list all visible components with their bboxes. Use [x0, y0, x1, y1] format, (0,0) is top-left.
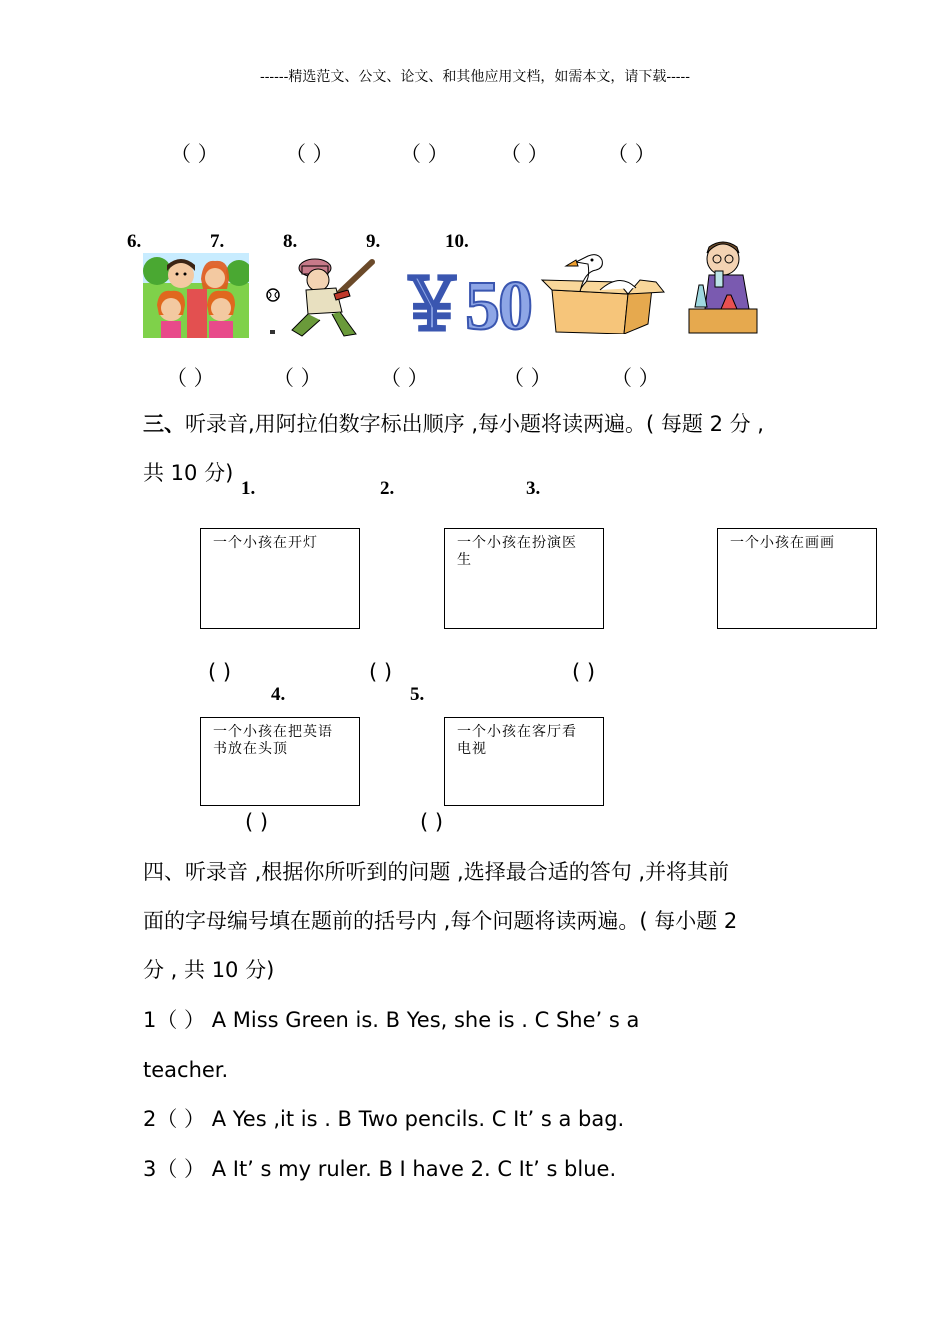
- answer-blank[interactable]: ( ): [420, 810, 444, 834]
- section-3-marker: 三、: [143, 412, 185, 436]
- answer-blank[interactable]: （ ）: [170, 142, 219, 166]
- item-number: 6.: [127, 231, 142, 252]
- item-number: 3.: [526, 478, 541, 499]
- item-number: 8.: [283, 231, 298, 252]
- description-box: 一个小孩在开灯: [200, 528, 360, 629]
- description-box: 一个小孩在扮演医生: [444, 528, 604, 629]
- answer-blank[interactable]: （ ）: [380, 366, 429, 390]
- item-number: 5.: [410, 684, 425, 705]
- item-number: 2.: [380, 478, 395, 499]
- answer-blank[interactable]: （ ）: [607, 142, 656, 166]
- section-4-line-3: 分 , 共 10 分): [143, 958, 275, 982]
- answer-blank[interactable]: ( ): [369, 660, 393, 684]
- answer-blank[interactable]: （ ）: [503, 366, 552, 390]
- item-number: 10.: [445, 231, 469, 252]
- page-header: ------精选范文、公文、论文、和其他应用文档，如需本文，请下载-----: [259, 69, 691, 85]
- answer-blank[interactable]: （ ）: [166, 366, 215, 390]
- question-3: 3（ ） A It’ s my ruler. B I have 2. C It’ s blue.: [143, 1157, 617, 1181]
- description-box: 一个小孩在把英语书放在头顶: [200, 717, 360, 806]
- money-label: ￥50: [397, 268, 531, 345]
- scientist-illustration: [687, 237, 759, 335]
- section-3-title-line-1: [143, 400, 764, 449]
- money-illustration: [397, 268, 531, 345]
- baseball-player-illustration: [262, 250, 377, 340]
- question-1: 1（ ） A Miss Green is. B Yes, she is . C She’ s a: [143, 1008, 640, 1032]
- section-4-line-1: 四、听录音 ,根据你所听到的问题 ,选择最合适的答句 ,并将其前: [143, 860, 730, 884]
- answer-blank[interactable]: （ ）: [400, 142, 449, 166]
- item-number: 1.: [241, 478, 256, 499]
- answer-blank[interactable]: ( ): [208, 660, 232, 684]
- answer-blank[interactable]: （ ）: [273, 366, 322, 390]
- answer-blank[interactable]: （ ）: [285, 142, 334, 166]
- duck-in-box-illustration: [540, 252, 665, 334]
- section-3-title-line-2: 共 10 分): [143, 461, 234, 485]
- description-box: 一个小孩在客厅看电视: [444, 717, 604, 806]
- item-number: 9.: [366, 231, 381, 252]
- question-1-continued: teacher.: [143, 1058, 229, 1082]
- answer-blank[interactable]: （ ）: [500, 142, 549, 166]
- answer-blank[interactable]: （ ）: [611, 366, 660, 390]
- answer-blank[interactable]: ( ): [572, 660, 596, 684]
- item-number: 7.: [210, 231, 225, 252]
- answer-blank[interactable]: ( ): [245, 810, 269, 834]
- section-3-instructions: 听录音,用阿拉伯数字标出顺序 ,每小题将读两遍。( 每题 2 分 ,: [185, 412, 764, 436]
- family-illustration: [143, 253, 249, 338]
- item-number: 4.: [271, 684, 286, 705]
- question-2: 2（ ） A Yes ,it is . B Two pencils. C It’ s a bag.: [143, 1107, 625, 1131]
- section-4-line-2: 面的字母编号填在题前的括号内 ,每个问题将读两遍。( 每小题 2: [143, 909, 738, 933]
- description-box: 一个小孩在画画: [717, 528, 877, 629]
